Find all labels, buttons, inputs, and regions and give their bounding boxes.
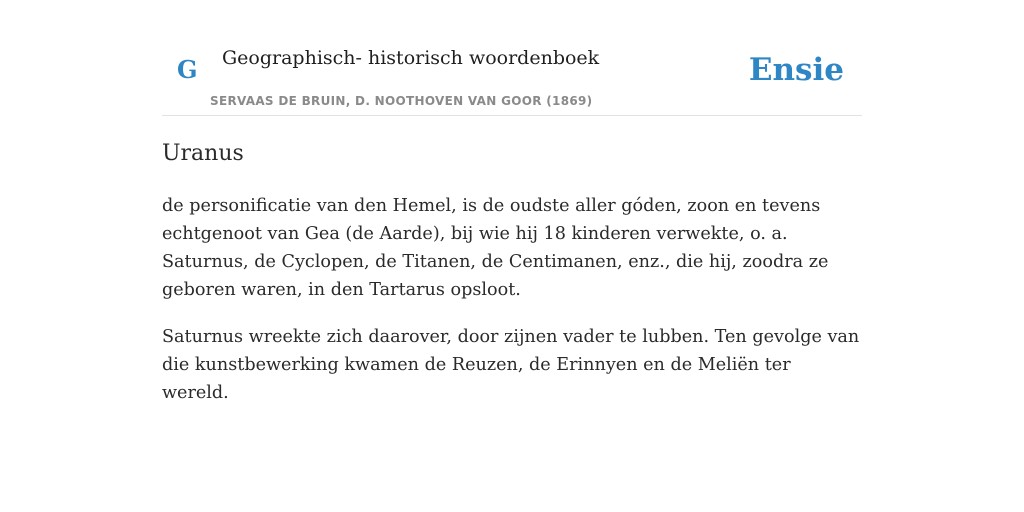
book-letter-link[interactable]: G: [177, 55, 198, 84]
book-header: [162, 40, 862, 116]
entry-body: [162, 192, 862, 426]
entry-paragraph: de personificatie van den Hemel, is de oudste aller góden, zoon en tevens echtgenoot van Gea (de Aarde), bij wie hij 18 kinderen verwekte, o. a. Saturnus, de Cyclopen, de Titanen, de Centimanen, enz., die hij, zoodra ze geboren waren, in den Tartarus opsloot.: [162, 196, 829, 300]
entry-title: Uranus: [162, 141, 244, 166]
entry-paragraph: Saturnus wreekte zich daarover, door zijnen vader te lubben. Ten gevolge van die kunstbewerking kwamen de Reuzen, de Erinnyen en de Meliën ter wereld.: [162, 327, 860, 403]
book-title[interactable]: Geographisch- historisch woordenboek: [222, 47, 600, 69]
book-authors: SERVAAS DE BRUIN, D. NOOTHOVEN VAN GOOR (1869): [210, 94, 593, 108]
ensie-logo[interactable]: Ensie: [748, 52, 844, 88]
